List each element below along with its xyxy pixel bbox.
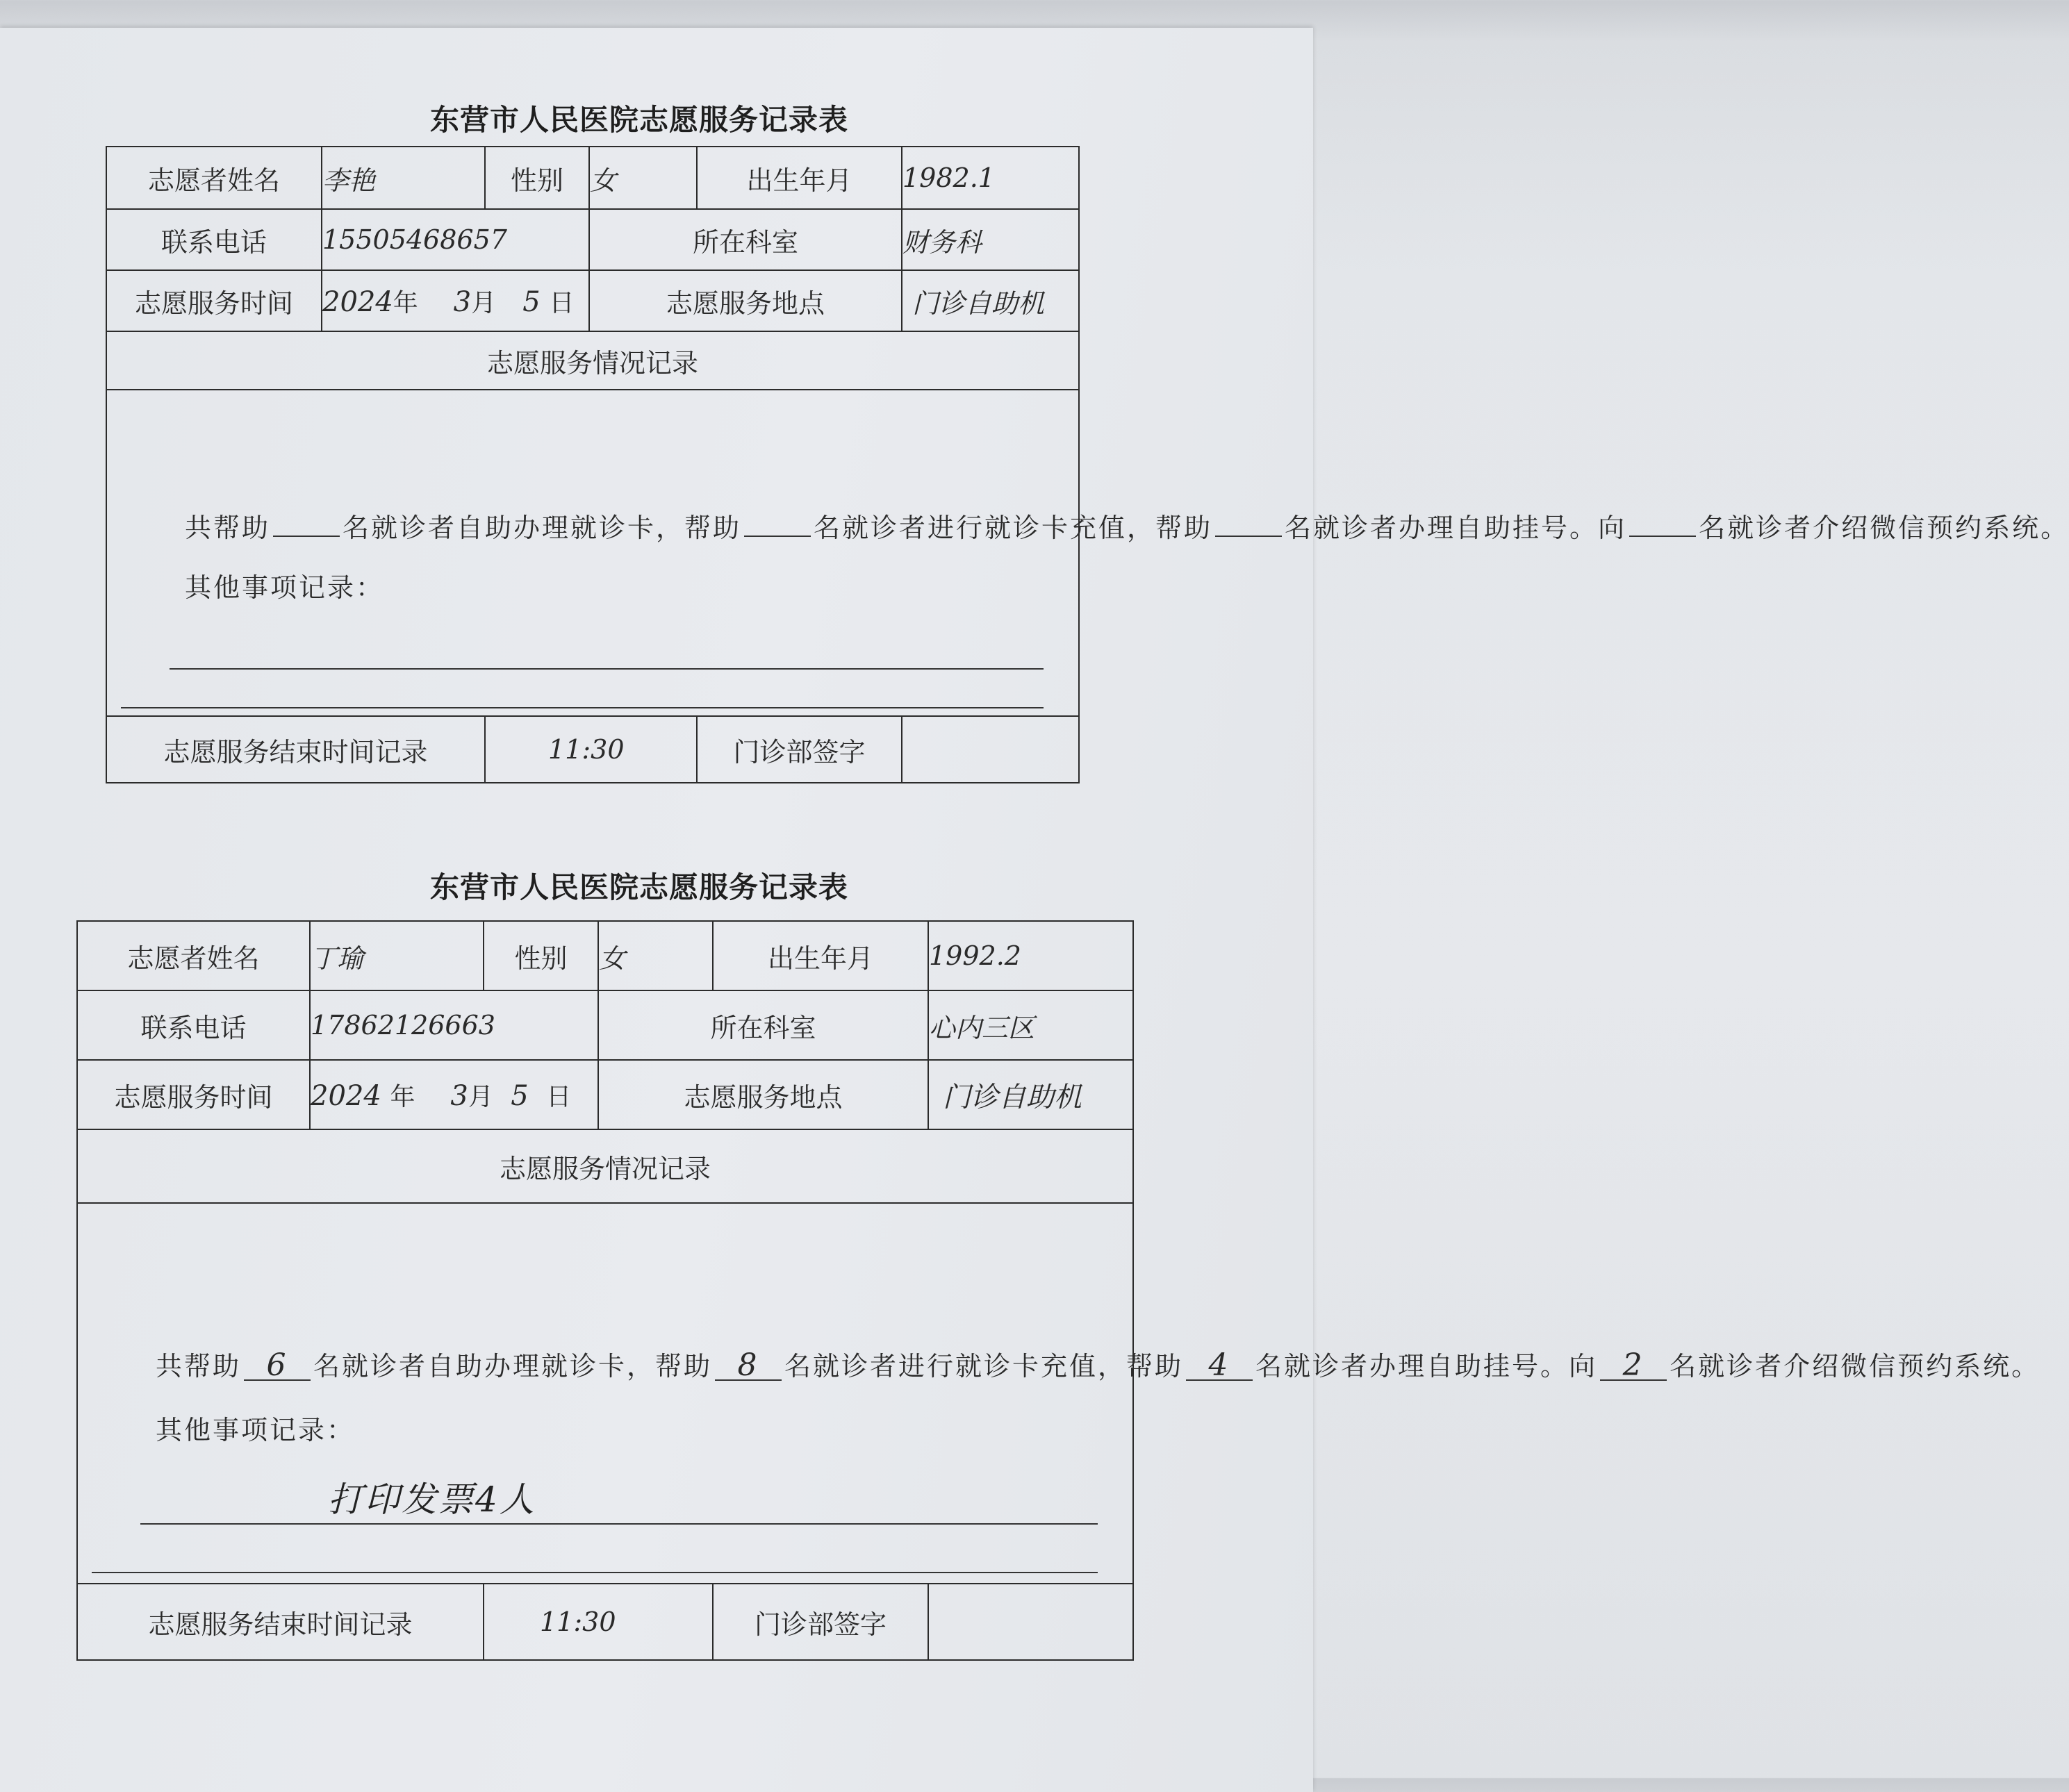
name-value[interactable]: 李艳	[322, 147, 485, 209]
name-label: 志愿者姓名	[77, 921, 310, 990]
day-unit: 日	[546, 1082, 572, 1111]
text-segment: 名就诊者介绍微信预约系统。	[1699, 513, 2069, 543]
dept-label: 所在科室	[589, 209, 902, 270]
end-time-value[interactable]: 11:30	[485, 716, 697, 783]
service-place-value[interactable]: 门诊自助机	[928, 1060, 1133, 1129]
phone-value[interactable]: 15505468657	[322, 209, 589, 270]
name-label: 志愿者姓名	[106, 147, 322, 209]
service-record-text	[78, 1325, 2041, 1398]
gender-value[interactable]: 女	[589, 147, 697, 209]
signature-label: 门诊部签字	[697, 716, 902, 783]
other-items-label: 其他事项记录：	[185, 572, 385, 603]
other-items-line-1	[140, 1523, 1098, 1525]
dept-value[interactable]: 财务科	[902, 209, 1079, 270]
gender-label: 性别	[485, 147, 589, 209]
dept-label: 所在科室	[598, 990, 928, 1060]
end-time-label: 志愿服务结束时间记录	[106, 716, 485, 783]
count-wechat-field[interactable]: 2	[1600, 1352, 1667, 1381]
count-card-field[interactable]: 6	[244, 1352, 311, 1381]
service-time-label: 志愿服务时间	[106, 270, 322, 331]
other-items-line-2	[92, 1572, 1098, 1573]
text-segment: 名就诊者自助办理就诊卡，帮助	[343, 513, 742, 543]
name-value[interactable]: 丁瑜	[310, 921, 484, 990]
service-time-label: 志愿服务时间	[77, 1060, 310, 1129]
birth-label: 出生年月	[713, 921, 928, 990]
phone-label: 联系电话	[77, 990, 310, 1060]
end-time-value[interactable]: 11:30	[484, 1584, 713, 1660]
year-value: 2024	[322, 285, 393, 318]
service-place-label: 志愿服务地点	[598, 1060, 928, 1129]
year-value: 2024	[311, 1079, 381, 1112]
year-unit: 年	[390, 1082, 415, 1111]
text-segment: 名就诊者介绍微信预约系统。	[1670, 1351, 2041, 1382]
text-segment: 名就诊者自助办理就诊卡，帮助	[313, 1351, 713, 1382]
day-unit: 日	[549, 288, 575, 317]
form-title: 东营市人民医院志愿服务记录表	[429, 103, 848, 137]
birth-label: 出生年月	[697, 147, 902, 209]
dept-value[interactable]: 心内三区	[928, 990, 1133, 1060]
birth-value[interactable]: 1982.1	[902, 147, 1079, 209]
text-segment: 共帮助	[185, 513, 271, 543]
service-record-body	[77, 1203, 2041, 1584]
year-unit: 年	[393, 288, 418, 317]
month-unit: 月	[468, 1082, 493, 1111]
service-place-value[interactable]: 门诊自助机	[902, 270, 1079, 331]
month-unit: 月	[471, 288, 497, 317]
count-register-field[interactable]: 4	[1186, 1352, 1253, 1381]
birth-value[interactable]: 1992.2	[928, 921, 1133, 990]
phone-label: 联系电话	[106, 209, 322, 270]
day-value: 5	[511, 1079, 529, 1112]
count-wechat-field[interactable]	[1629, 536, 1696, 537]
form-title: 东营市人民医院志愿服务记录表	[429, 870, 848, 904]
month-value: 3	[450, 1079, 468, 1112]
count-recharge-field[interactable]: 8	[715, 1352, 782, 1381]
section-header: 志愿服务情况记录	[77, 1129, 1133, 1203]
gender-value[interactable]: 女	[598, 921, 713, 990]
text-segment: 名就诊者办理自助挂号。向	[1285, 513, 1627, 543]
section-header: 志愿服务情况记录	[106, 331, 1079, 390]
signature-label: 门诊部签字	[713, 1584, 928, 1660]
other-items-label: 其他事项记录：	[156, 1415, 356, 1445]
text-segment: 共帮助	[156, 1351, 242, 1382]
phone-value[interactable]: 17862126663	[310, 990, 598, 1060]
text-segment: 名就诊者办理自助挂号。向	[1255, 1351, 1598, 1382]
month-value: 3	[453, 285, 472, 318]
signature-value[interactable]	[928, 1584, 1133, 1660]
text-segment: 名就诊者进行就诊卡充值，帮助	[784, 1351, 1184, 1382]
day-value: 5	[522, 285, 541, 318]
record-table	[76, 920, 2041, 1661]
text-segment: 名就诊者进行就诊卡充值，帮助	[814, 513, 1213, 543]
service-time-value[interactable]	[310, 1060, 598, 1129]
gender-label: 性别	[484, 921, 598, 990]
end-time-label: 志愿服务结束时间记录	[77, 1584, 484, 1660]
service-place-label: 志愿服务地点	[589, 270, 902, 331]
other-items-value[interactable]: 打印发票4人	[328, 1479, 536, 1520]
